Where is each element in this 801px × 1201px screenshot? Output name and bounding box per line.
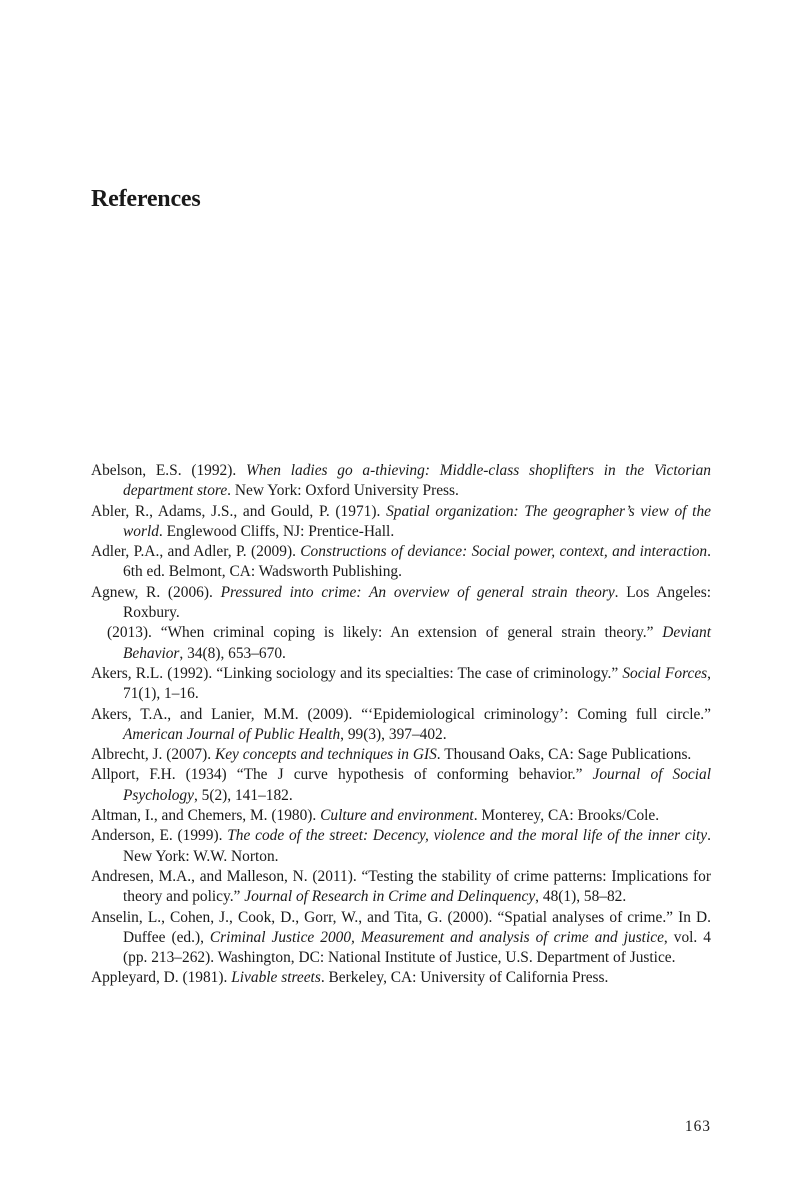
reference-title: The code of the street: Decency, violence and the moral life of the inner city: [227, 827, 708, 845]
reference-title: Deviant Behavior: [123, 624, 711, 662]
reference-title: Social Forces: [622, 664, 708, 682]
reference-entry: [91, 826, 711, 867]
reference-entry: [91, 968, 711, 988]
reference-tail: , 71(1), 1–16.: [123, 664, 712, 703]
reference-entry: [91, 765, 711, 806]
reference-lead: Akers, T.A., and Lanier, M.M. (2009). “‘Epidemiological criminology’: Coming full circle.”: [91, 705, 711, 723]
reference-tail: . Englewood Cliffs, NJ: Prentice-Hall.: [158, 522, 395, 540]
reference-title: Livable streets: [231, 969, 321, 987]
reference-title: Criminal Justice 2000, Measurement and analysis of crime and justice: [209, 928, 664, 946]
reference-title: Spatial organization: The geographer’s view of the world: [123, 502, 711, 540]
reference-lead: Anselin, L., Cohen, J., Cook, D., Gorr, W., and Tita, G. (2000). “Spatial analyses of crime.” In D. Duffee (ed.),: [91, 908, 711, 946]
page-title: References: [91, 186, 201, 212]
reference-lead: Akers, R.L. (1992). “Linking sociology and its specialties: The case of criminology.”: [91, 664, 623, 682]
reference-entry: [91, 583, 711, 624]
reference-tail: , 99(3), 397–402.: [340, 725, 447, 743]
reference-tail: . Berkeley, CA: University of California Press.: [320, 969, 609, 987]
reference-entry: [91, 542, 711, 583]
reference-lead: Altman, I., and Chemers, M. (1980).: [91, 807, 321, 825]
reference-lead: Agnew, R. (2006).: [91, 583, 221, 601]
reference-title: American Journal of Public Health: [123, 725, 341, 743]
reference-lead: Albrecht, J. (2007).: [91, 746, 215, 764]
reference-lead: Abler, R., Adams, J.S., and Gould, P. (1971).: [91, 502, 387, 520]
reference-tail: , vol. 4 (pp. 213–262). Washington, DC: National Institute of Justice, U.S. Department of Justice.: [123, 928, 711, 967]
reference-title: Journal of Social Psychology: [123, 766, 712, 804]
reference-title: Pressured into crime: An overview of general strain theory: [220, 583, 615, 601]
reference-tail: . New York: Oxford University Press.: [227, 482, 459, 500]
reference-list: [91, 461, 711, 989]
reference-entry-continued: [91, 623, 711, 664]
reference-tail: . New York: W.W. Norton.: [123, 827, 711, 865]
reference-entry: [91, 502, 711, 543]
reference-entry: [91, 461, 711, 502]
reference-title: Key concepts and techniques in GIS: [214, 746, 437, 764]
reference-tail: . Monterey, CA: Brooks/Cole.: [473, 807, 660, 825]
page-number: 163: [684, 1118, 711, 1135]
reference-lead: Appleyard, D. (1981).: [91, 969, 232, 987]
reference-entry: [91, 664, 711, 705]
reference-lead: Allport, F.H. (1934) “The J curve hypothesis of conforming behavior.”: [91, 766, 593, 784]
reference-title: Journal of Research in Crime and Delinquency: [244, 888, 536, 906]
reference-tail: , 48(1), 58–82.: [535, 888, 627, 906]
reference-tail: , 34(8), 653–670.: [179, 644, 286, 662]
reference-tail: . Los Angeles: Roxbury.: [123, 583, 711, 622]
reference-lead: Andresen, M.A., and Malleson, N. (2011). “Testing the stability of crime patterns: Implications for theory and policy.”: [91, 867, 711, 906]
reference-title: Culture and environment: [320, 807, 474, 825]
reference-title: Constructions of deviance: Social power, context, and interaction: [300, 543, 708, 561]
reference-lead: Abelson, E.S. (1992).: [91, 462, 246, 479]
reference-tail: , 5(2), 141–182.: [193, 786, 293, 804]
reference-lead: (2013). “When criminal coping is likely: An extension of general strain theory.”: [107, 624, 663, 642]
reference-entry: [91, 908, 711, 969]
reference-entry: [91, 705, 711, 746]
reference-tail: . Thousand Oaks, CA: Sage Publications.: [436, 746, 692, 764]
reference-entry: [91, 806, 711, 826]
reference-tail: . 6th ed. Belmont, CA: Wadsworth Publishing.: [123, 543, 711, 581]
reference-title: When ladies go a-thieving: Middle-class shoplifters in the Victorian department store: [123, 462, 711, 500]
reference-lead: Adler, P.A., and Adler, P. (2009).: [91, 543, 301, 561]
reference-entry: [91, 867, 711, 908]
reference-entry: [91, 745, 711, 765]
reference-lead: Anderson, E. (1999).: [91, 827, 228, 845]
